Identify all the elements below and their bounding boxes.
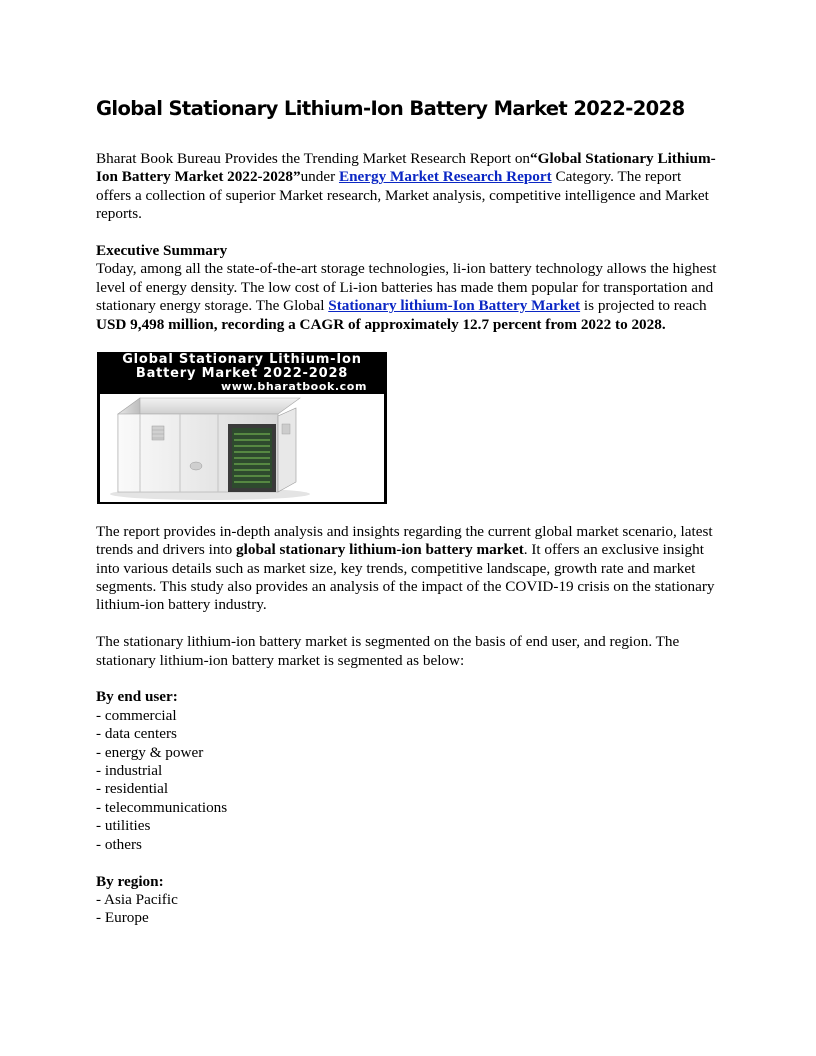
list-item: - energy & power <box>96 743 204 761</box>
banner-url: www.bharatbook.com <box>221 380 368 394</box>
analysis-paragraph <box>96 523 720 615</box>
list-item: - Asia Pacific <box>96 890 178 908</box>
region-heading <box>96 873 720 891</box>
list-item: - others <box>96 835 142 853</box>
list-item: - residential <box>96 780 169 798</box>
banner-title-line-1: Global Stationary Lithium-Ion <box>122 352 362 368</box>
executive-summary-heading-text: Executive Summary <box>96 242 228 260</box>
intro-paragraph <box>96 150 720 224</box>
banner-title-line-2: Battery Market 2022-2028 <box>135 366 349 382</box>
document-page <box>96 96 720 928</box>
list-item: - utilities <box>96 817 151 835</box>
intro-suffix: Category. The report offers a collection of superior Market research, Market analysis, competitive intelligence and Market reports. <box>96 168 709 223</box>
battery-container-icon <box>100 394 384 502</box>
list-item: - Europe <box>96 909 149 927</box>
region-heading-text: By region: <box>96 872 164 890</box>
report-banner-image <box>97 352 387 504</box>
battery-container-illustration <box>100 394 384 502</box>
energy-market-research-link[interactable]: Energy Market Research Report <box>338 168 552 186</box>
segmentation-paragraph: The stationary lithium-ion battery market is segmented on the basis of end user, and region. The stationary lithium-ion battery market is segmented as below: <box>96 633 680 669</box>
analysis-text-2: . It offers an exclusive insight into various details such as market size, key trends, competitive landscape, growth rate and market segments. This study also provides an analysis of the impact of the COVID-19 crisis on the stationary lithium-ion battery industry. <box>96 541 715 614</box>
end-user-heading-text: By end user: <box>96 688 178 706</box>
list-item: - data centers <box>96 725 177 743</box>
analysis-bold: global stationary lithium-ion battery market <box>236 541 524 559</box>
executive-summary-heading <box>96 242 720 260</box>
end-user-list <box>96 707 720 854</box>
end-user-heading <box>96 688 720 706</box>
region-list <box>96 891 720 928</box>
exec-text-2: is projected to reach <box>580 297 707 315</box>
intro-under: under <box>300 168 339 186</box>
list-item: - telecommunications <box>96 798 228 816</box>
executive-summary-paragraph <box>96 260 720 334</box>
exec-text-1: Today, among all the state-of-the-art storage technologies, li-ion battery technology allows the highest level of energy density. The low cost of Li-ion batteries has made them popular for transportation and stationary energy storage. The Global <box>96 260 717 315</box>
stationary-battery-market-link[interactable]: Stationary lithium-Ion Battery Market <box>328 297 581 315</box>
intro-prefix: Bharat Book Bureau Provides the Trending Market Research Report on <box>96 150 531 167</box>
intro-report-name: “Global Stationary Lithium-Ion Battery Market 2022-2028” <box>96 150 716 186</box>
exec-bold-figures: USD 9,498 million, recording a CAGR of approximately 12.7 percent from 2022 to 2028. <box>96 315 666 333</box>
list-item: - commercial <box>96 706 177 724</box>
analysis-text-1: The report provides in-depth analysis and insights regarding the current global market scenario, latest trends and drivers into <box>96 522 713 559</box>
list-item: - industrial <box>96 762 163 780</box>
page-title: Global Stationary Lithium-Ion Battery Market 2022-2028 <box>96 97 685 120</box>
